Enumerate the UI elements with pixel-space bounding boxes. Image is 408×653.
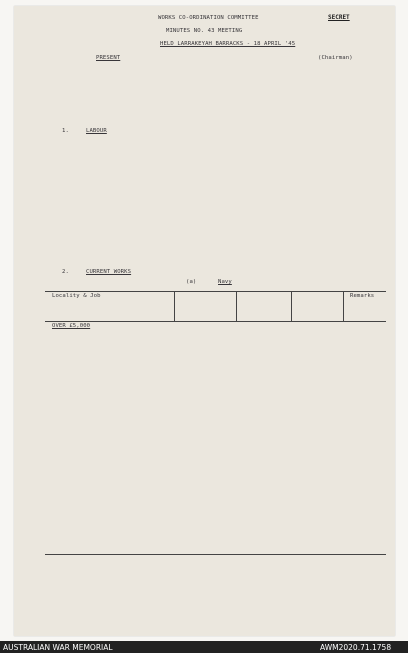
column-divider xyxy=(236,292,237,321)
item2-title: CURRENT WORKS xyxy=(86,269,132,275)
footer-accession-number: AWM2020.71.1758 xyxy=(320,643,392,652)
header-divider xyxy=(45,321,386,322)
present-label: PRESENT xyxy=(96,55,121,61)
header-remarks: Remarks xyxy=(350,293,375,299)
column-divider xyxy=(174,292,175,321)
minutes-title: MINUTES NO. 43 MEETING xyxy=(166,28,243,34)
navy-heading: Navy xyxy=(218,279,232,285)
committee-title: WORKS CO-ORDINATION COMMITTEE xyxy=(158,15,259,21)
current-works-table xyxy=(45,291,386,555)
chairman-label: (Chairman) xyxy=(318,55,353,61)
item1-number: 1. xyxy=(62,128,69,134)
classification-stamp: SECRET xyxy=(328,14,350,21)
footer-source: AUSTRALIAN WAR MEMORIAL xyxy=(3,643,113,652)
item1-title: LABOUR xyxy=(86,128,107,134)
column-divider xyxy=(291,292,292,321)
header-locality: Locality & Job xyxy=(52,293,101,299)
item2-number: 2. xyxy=(62,269,69,275)
column-divider xyxy=(343,292,344,321)
over-5000-label: OVER £5,000 xyxy=(52,323,91,329)
navy-sub-label: (a) xyxy=(186,279,197,285)
meeting-location: HELD LARRAKEYAH BARRACKS - 18 APRIL '45 xyxy=(160,41,296,47)
